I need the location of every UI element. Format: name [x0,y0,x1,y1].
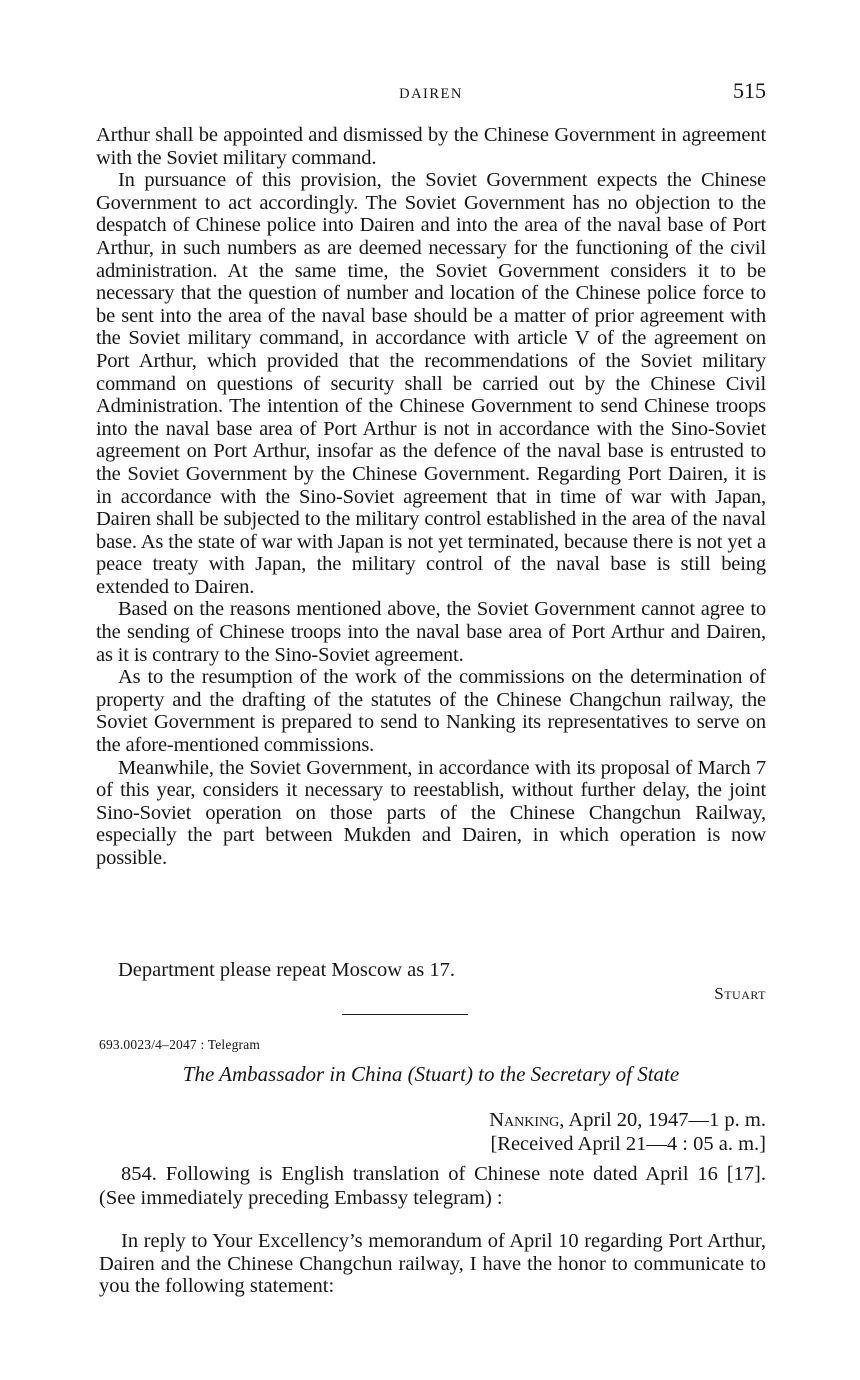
paragraph-854: 854. Following is English translation of Chinese note dated April 16 [17]. (See immediately preceding Embassy telegram) : [99,1163,766,1209]
running-title: DAIREN [399,86,463,102]
telegram-854 [99,1162,766,1210]
running-head [96,76,766,108]
paragraph-police-troops: In pursuance of this provision, the Soviet Government expects the Chinese Government to act accordingly. The Soviet Government has no objection to the despatch of Chinese police into Dairen and into the area of the naval base of Port Arthur, in such numbers as are deemed necessary for the functioning of the civil administration. At the same time, the Soviet Government considers it to be necessary that the question of number and location of the Chinese police force to be sent into the area of the naval base should be a matter of prior agreement with the Soviet military command, in accordance with article V of the agreement on Port Arthur, which provided that the recommendations of the Soviet military command on questions of security shall be carried out by the Chinese Civil Administration. The intention of the Chinese Government to send Chinese troops into the naval base area of Port Arthur is not in accordance with the Sino-Soviet agreement on Port Arthur, insofar as the defence of the naval base is entrusted to the Soviet Government by the Chinese Government. Regarding Port Dairen, it is in accordance with the Sino-Soviet agreement that in time of war with Japan, Dairen shall be subjected to the military control established in the area of the naval base. As the state of war with Japan is not yet terminated, because there is not yet a peace treaty with Japan, the military control of the naval base is still being extended to Dairen. [96,169,766,598]
file-reference: 693.0023/4–2047 : Telegram [99,1037,261,1052]
dateline [489,1108,766,1156]
signature: Stuart [714,984,766,1003]
paragraph-commissions: As to the resumption of the work of the commissions on the determination of property and the drafting of the statutes of the Chinese Changchun railway, the Soviet Government is prepared to send to Nanking its representatives to serve on the afore-mentioned commissions. [96,666,766,757]
dateline-sent [489,1108,766,1132]
section-divider [342,1014,468,1015]
telegram-body [96,124,766,870]
chinese-note [99,1230,766,1298]
department-instruction: Department please repeat Moscow as 17. [118,959,455,981]
page-number: 515 [733,78,766,103]
dateline-time: , April 20, 1947—1 p. m. [559,1109,766,1131]
paragraph-continuation: Arthur shall be appointed and dismissed by the Chinese Government in agreement with the Soviet military command. [96,124,766,169]
document-heading: The Ambassador in China (Stuart) to the Secretary of State [182,1062,680,1086]
paragraph-joint-operation: Meanwhile, the Soviet Government, in accordance with its proposal of March 7 of this year, considers it necessary to reestablish, without further delay, the joint Sino-Soviet operation on those parts of the Chinese Changchun Railway, especially the part between Mukden and Dairen, in which operation is now possible. [96,756,766,869]
paragraph-note-reply: In reply to Your Excellency’s memorandum of April 10 regarding Port Arthur, Dairen and the Chinese Changchun railway, I have the honor to communicate to you the following statement: [99,1230,766,1298]
paragraph-reasons: Based on the reasons mentioned above, the Soviet Government cannot agree to the sending of Chinese troops into the naval base area of Port Arthur and Dairen, as it is contrary to the Sino-Soviet agreement. [96,598,766,666]
dateline-place: Nanking [489,1109,560,1131]
dateline-received: [Received April 21—4 : 05 a. m.] [490,1133,766,1155]
